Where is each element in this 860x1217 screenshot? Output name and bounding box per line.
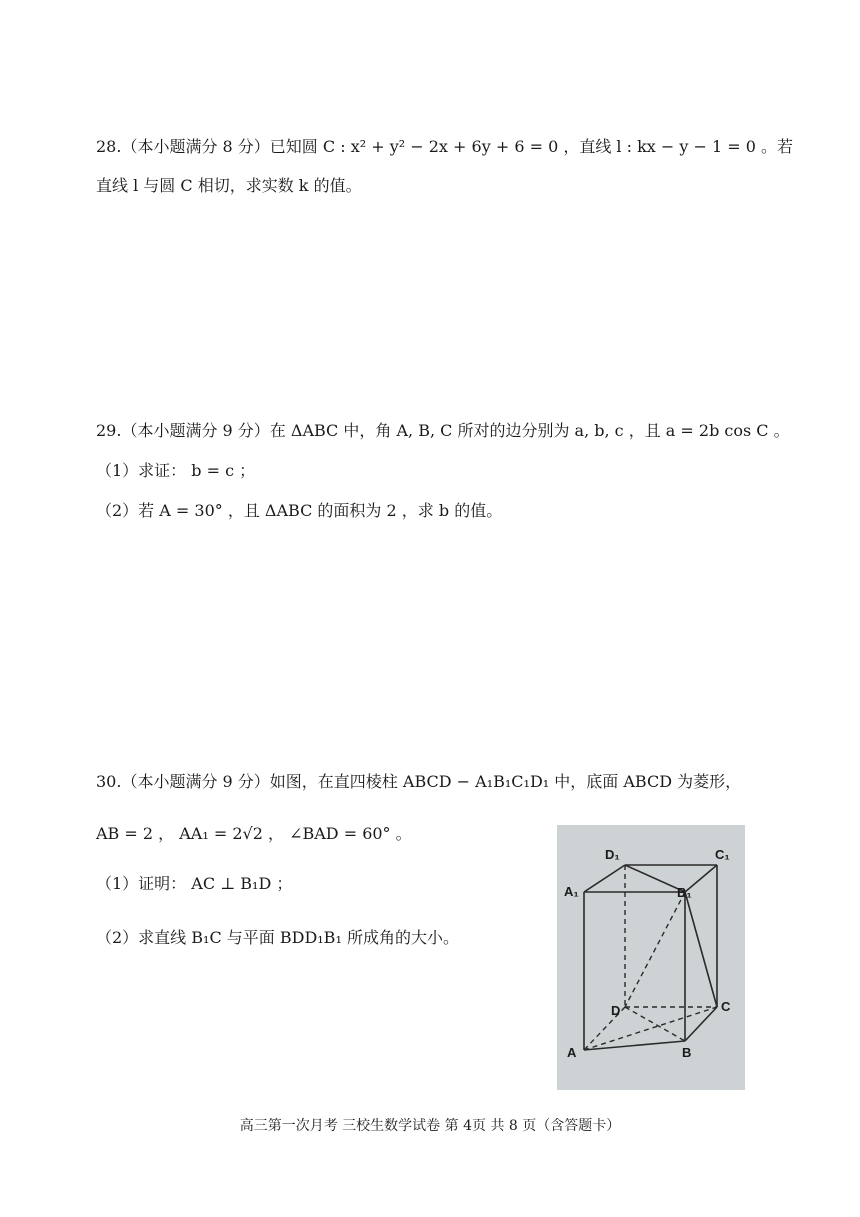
label-B: B xyxy=(682,1045,692,1060)
q30-line-2: AB = 2 ， AA₁ = 2√2 ， ∠BAD = 60° 。 xyxy=(96,824,412,843)
edge-B1C xyxy=(685,892,717,1007)
edge-BC xyxy=(685,1007,717,1041)
q29-part-2: （2）若 A = 30° ，且 ΔABC 的面积为 2 ，求 b 的值。 xyxy=(96,501,503,520)
label-C: C xyxy=(721,999,731,1014)
q29-part-1: （1）求证： b = c ； xyxy=(96,461,256,480)
edge-DB-hidden xyxy=(625,1007,685,1041)
prism-diagram xyxy=(557,825,745,1090)
edge-B1D-hidden xyxy=(625,892,685,1007)
label-D: D xyxy=(611,1003,621,1018)
q30-line-1: 30.（本小题满分 9 分）如图，在直四棱柱 ABCD − A₁B₁C₁D₁ 中，底面 ABCD 为菱形， xyxy=(96,772,742,791)
q30-part-1: （1）证明： AC ⊥ B₁D ； xyxy=(96,874,293,893)
label-A: A xyxy=(567,1045,577,1060)
q29-line-1: 29.（本小题满分 9 分）在 ΔABC 中，角 A, B, C 所对的边分别为 a, b, c ，且 a = 2b cos C 。 xyxy=(96,421,790,440)
label-D1: D₁ xyxy=(605,847,620,862)
q30-part-2: （2）求直线 B₁C 与平面 BDD₁B₁ 所成角的大小。 xyxy=(96,928,459,947)
edge-AB xyxy=(584,1041,685,1050)
edge-D1B1 xyxy=(625,865,685,892)
prism-figure xyxy=(557,825,745,1090)
q28-line-2: 直线 l 与圆 C 相切，求实数 k 的值。 xyxy=(96,176,362,195)
page-footer: 高三第一次月考 三校生数学试卷 第 4页 共 8 页（含答题卡） xyxy=(239,1118,621,1134)
edge-A1D1 xyxy=(584,865,625,892)
q28-line-1: 28.（本小题满分 8 分）已知圆 C : x² + y² − 2x + 6y + 6 = 0 ，直线 l : kx − y − 1 = 0 。若 xyxy=(96,137,794,156)
label-A1: A₁ xyxy=(564,884,579,899)
label-C1: C₁ xyxy=(715,847,730,862)
label-B1: B₁ xyxy=(677,885,692,900)
